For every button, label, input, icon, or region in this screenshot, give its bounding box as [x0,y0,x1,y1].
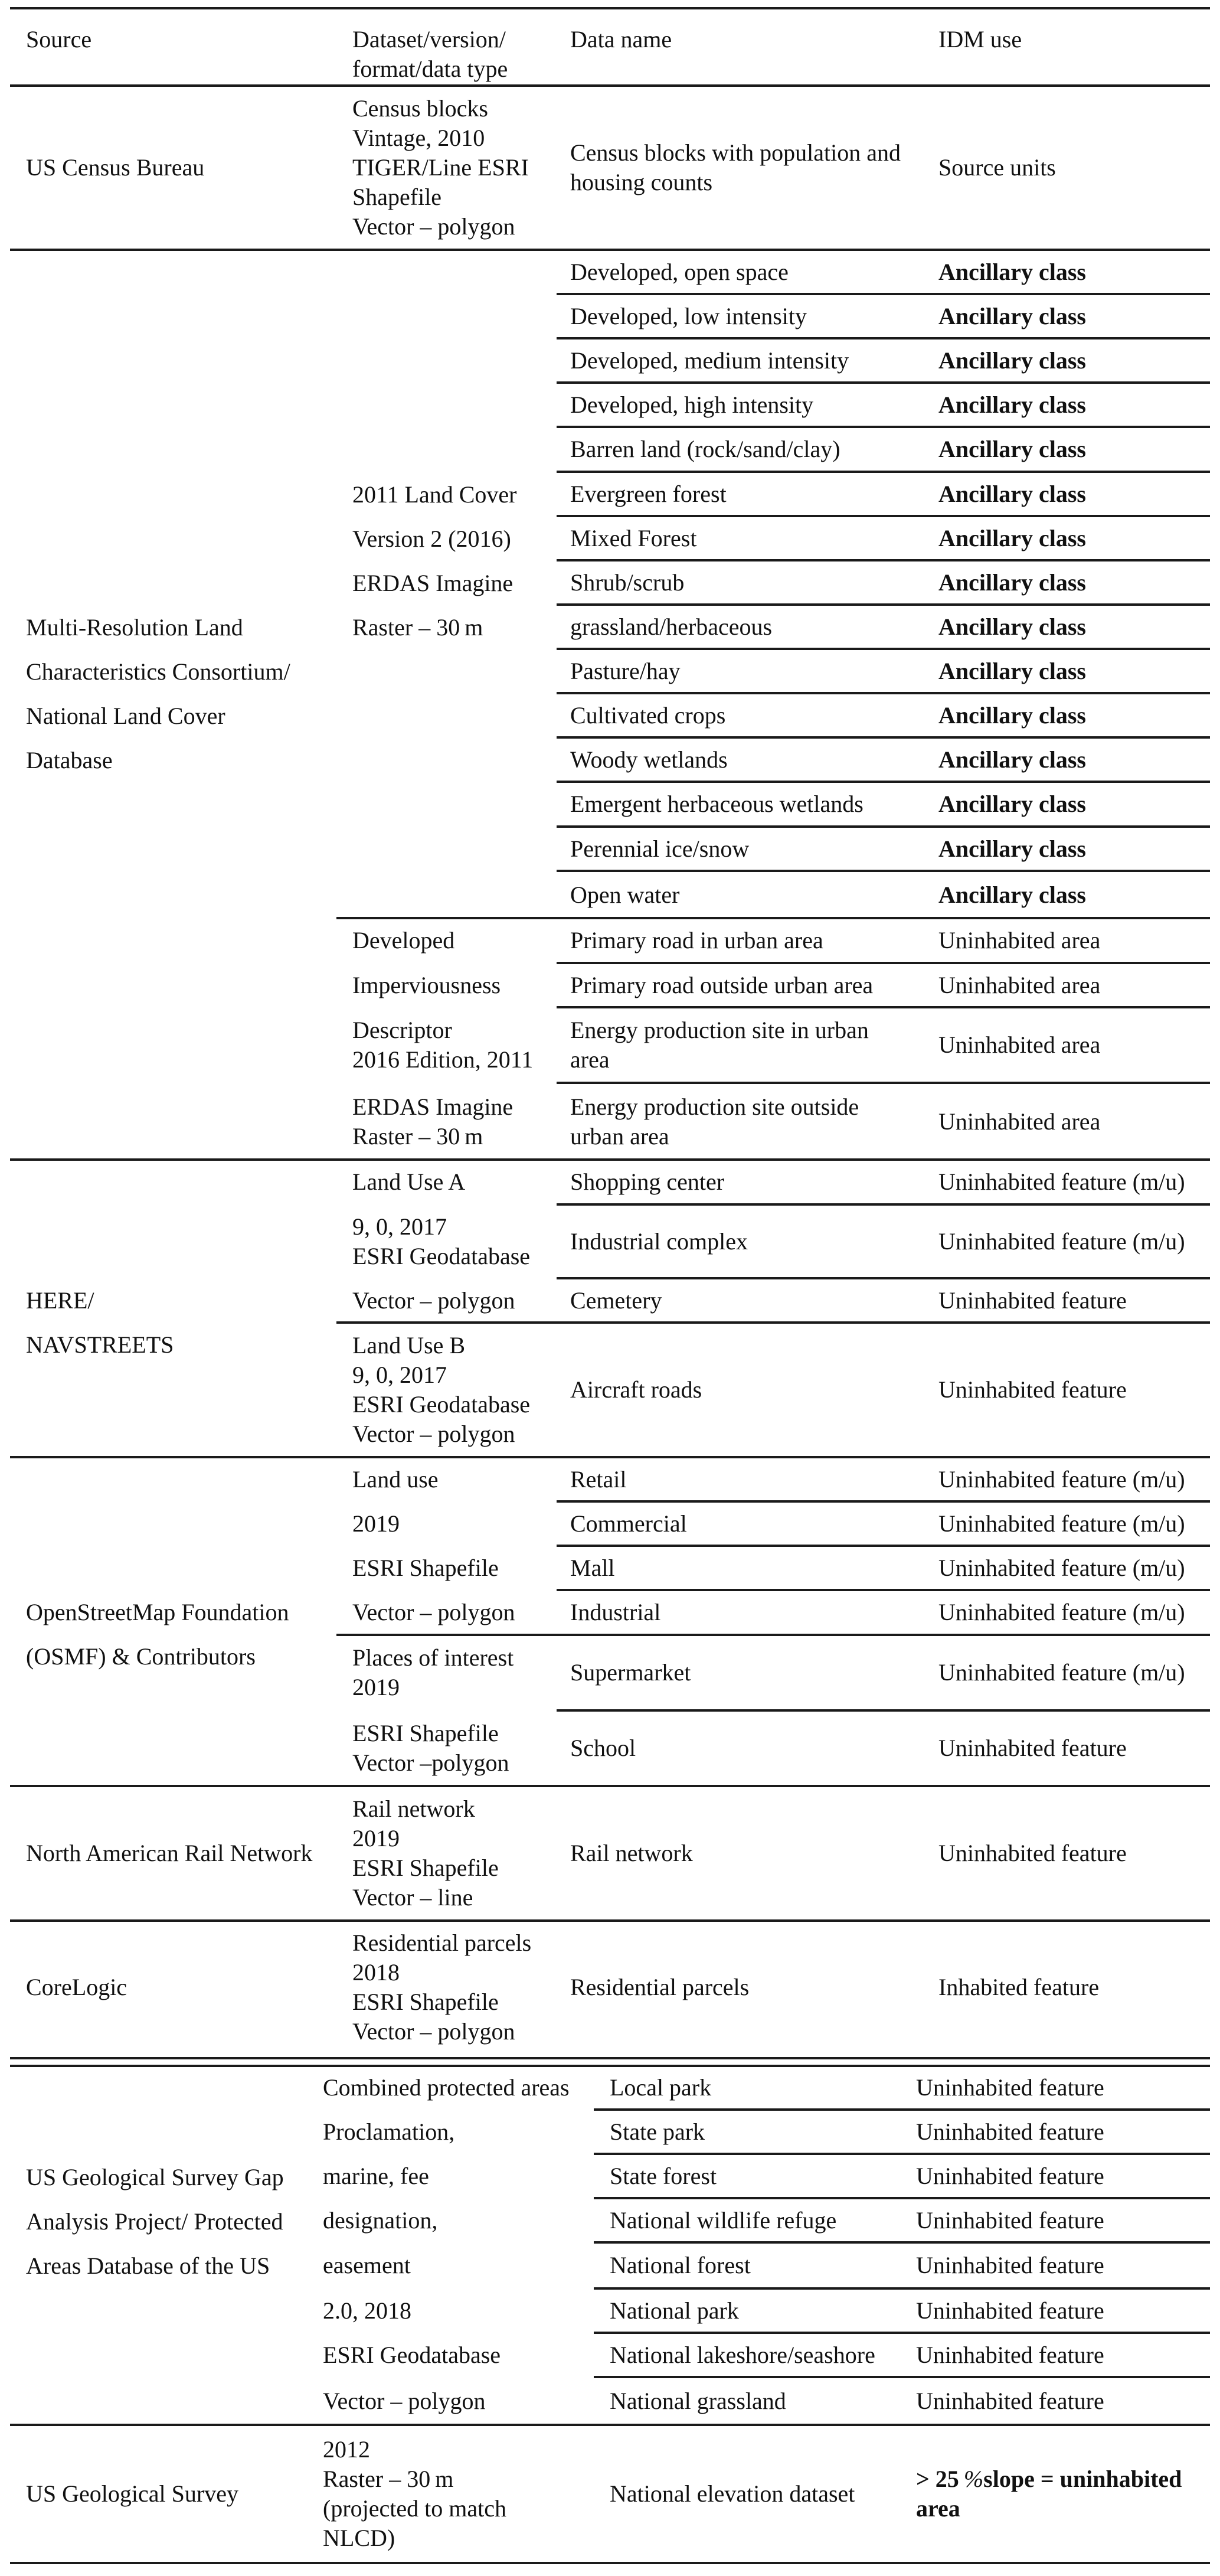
land-cover-idm-use: Ancillary class [938,835,1086,862]
padus-data-name: National forest [610,2252,751,2278]
header-idm-use: IDM use [938,26,1022,53]
census-idm-use: Source units [938,154,1056,181]
header-source: Source [26,26,92,53]
header-data-name: Data name [570,26,672,53]
osm-idm-use: Uninhabited feature (m/u) [938,1598,1185,1625]
land-cover-idm-use: Ancillary class [938,613,1086,640]
land-cover-idm-use: Ancillary class [938,701,1086,729]
land-cover-class-name: Open water [570,881,680,908]
land-cover-class-name: Barren land (rock/sand/clay) [570,435,840,462]
row-rule [557,1709,1210,1712]
corelogic-idm-use: Inhabited feature [938,1973,1100,2000]
padus-dataset-line: easement [323,2252,411,2278]
impervious-dataset-line: ERDAS Imagine Raster – 30 m [352,1093,513,1150]
here-data-name: Shopping center [570,1168,725,1195]
land-cover-class-name: Woody wetlands [570,746,728,773]
impervious-data-name: Energy production site in urban area [570,1017,869,1073]
here-dataset-b: Land Use B 9, 0, 2017 ESRI Geodatabase Vector – polygon [352,1332,531,1447]
impervious-dataset-line: Developed [352,926,455,954]
padus-dataset-line: Combined protected areas [323,2074,570,2101]
impervious-data-name: Primary road outside urban area [570,971,874,998]
usgs-data-name: National elevation dataset [610,2480,855,2507]
here-idm-use: Uninhabited feature (m/u) [938,1168,1185,1195]
rail-dataset: Rail network 2019 ESRI Shapefile Vector – line [352,1795,499,1911]
land-cover-idm-use: Ancillary class [938,881,1086,908]
rail-data-name: Rail network [570,1840,693,1866]
impervious-idm-use: Uninhabited area [938,1108,1101,1135]
land-cover-class-name: Perennial ice/snow [570,835,750,862]
here-data-name: Industrial complex [570,1227,748,1255]
osm-poi-dataset-line: Places of interest 2019 [352,1644,514,1700]
usgs-source: US Geological Survey [26,2480,238,2507]
osm-poi-idm-use: Uninhabited feature (m/u) [938,1659,1185,1686]
nlcd-source: Multi-Resolution Land Characteristics Consortium/ National Land Cover Database [26,613,290,773]
land-cover-class-name: Cultivated crops [570,701,726,729]
impervious-idm-use: Uninhabited area [938,926,1101,954]
land-cover-dataset: 2011 Land Cover Version 2 (2016) ERDAS Imagine Raster – 30 m [352,481,517,641]
here-dataset-a-line: Vector – polygon [352,1287,515,1314]
impervious-data-name: Primary road in urban area [570,926,823,954]
land-cover-class-name: Developed, high intensity [570,391,814,418]
land-cover-idm-use: Ancillary class [938,391,1086,418]
osm-poi-dataset-line: ESRI Shapefile Vector –polygon [352,1720,509,1776]
padus-dataset-line: marine, fee [323,2162,429,2189]
osm-data-name: Industrial [570,1598,661,1625]
padus-idm-use: Uninhabited feature [916,2387,1104,2414]
land-cover-idm-use: Ancillary class [938,302,1086,329]
here-dataset-a-line: Land Use A [352,1168,466,1195]
corelogic-data-name: Residential parcels [570,1973,750,2000]
land-cover-idm-use: Ancillary class [938,258,1086,285]
osm-data-name: Retail [570,1465,627,1493]
census-dataset: Census blocks Vintage, 2010 TIGER/Line ESRI Shapefile Vector – polygon [352,95,529,240]
padus-idm-use: Uninhabited feature [916,2162,1104,2189]
padus-idm-use: Uninhabited feature [916,2297,1104,2324]
here-idm-use: Uninhabited feature (m/u) [938,1227,1185,1255]
padus-data-name: National wildlife refuge [610,2206,837,2234]
padus-data-name: National lakeshore/seashore [610,2341,875,2368]
land-cover-class-name: Developed, open space [570,258,789,285]
osm-dataset-line: 2019 [352,1510,400,1537]
here-dataset-a-line: 9, 0, 2017 ESRI Geodatabase [352,1213,531,1269]
osm-idm-use: Uninhabited feature (m/u) [938,1554,1185,1581]
land-cover-idm-use: Ancillary class [938,790,1086,817]
impervious-dataset-line: Imperviousness [352,971,501,998]
osm-data-name: Mall [570,1554,615,1581]
padus-dataset-line: Vector – polygon [323,2387,486,2414]
padus-dataset-line: designation, [323,2206,438,2234]
padus-dataset-line: Proclamation, [323,2118,455,2145]
bottom-rule [10,2562,1210,2564]
land-cover-class-name: grassland/herbaceous [570,613,773,640]
osm-poi-data-name: School [570,1735,636,1761]
osm-poi-idm-use: Uninhabited feature [938,1735,1127,1761]
osm-source: OpenStreetMap Foundation (OSMF) & Contributors [26,1599,289,1670]
osm-data-name: Commercial [570,1510,687,1537]
padus-idm-use: Uninhabited feature [916,2341,1104,2368]
rail-source: North American Rail Network [26,1840,313,1866]
padus-dataset-line: 2.0, 2018 [323,2297,411,2324]
osm-dataset-line: Land use [352,1465,439,1493]
impervious-idm-use: Uninhabited area [938,1031,1101,1058]
padus-data-name: National grassland [610,2387,786,2414]
impervious-data-name: Energy production site outside urban area [570,1093,859,1150]
land-cover-idm-use: Ancillary class [938,524,1086,551]
land-cover-idm-use: Ancillary class [938,569,1086,596]
corelogic-source: CoreLogic [26,1973,127,2000]
osm-idm-use: Uninhabited feature (m/u) [938,1510,1185,1537]
land-cover-class-name: Shrub/scrub [570,569,685,596]
here-source: HERE/ NAVSTREETS [26,1287,174,1358]
here-idm-use: Uninhabited feature [938,1376,1127,1403]
land-cover-class-name: Developed, medium intensity [570,347,849,374]
land-cover-class-name: Mixed Forest [570,524,697,551]
land-cover-idm-use: Ancillary class [938,435,1086,462]
padus-idm-use: Uninhabited feature [916,2252,1104,2278]
padus-source: US Geological Survey Gap Analysis Project/ Protected Areas Database of the US [26,2163,284,2279]
padus-data-name: State forest [610,2162,717,2189]
land-cover-class-name: Pasture/hay [570,657,681,684]
osm-poi-data-name: Supermarket [570,1659,691,1686]
here-data-name: Aircraft roads [570,1376,702,1403]
padus-data-name: Local park [610,2074,712,2101]
padus-dataset-line: ESRI Geodatabase [323,2341,501,2368]
land-cover-class-name: Emergent herbaceous wetlands [570,790,864,817]
padus-idm-use: Uninhabited feature [916,2118,1104,2145]
impervious-idm-use: Uninhabited area [938,971,1101,998]
rail-idm-use: Uninhabited feature [938,1840,1127,1866]
land-cover-class-name: Evergreen forest [570,480,727,507]
padus-data-name: State park [610,2118,705,2145]
padus-idm-use: Uninhabited feature [916,2206,1104,2234]
osm-dataset-line: ESRI Shapefile [352,1554,499,1581]
usgs-dataset: 2012 Raster – 30 m (projected to match NLCD) [323,2436,506,2551]
usgs-idm-use: > 25 %slope = uninhabited area [916,2466,1182,2522]
header-dataset: Dataset/version/ format/data type [352,26,508,82]
census-data-name: Census blocks with population and housing counts [570,139,901,195]
land-cover-idm-use: Ancillary class [938,480,1086,507]
osm-dataset-line: Vector – polygon [352,1598,515,1625]
land-cover-idm-use: Ancillary class [938,746,1086,773]
here-data-name: Cemetery [570,1287,662,1314]
land-cover-idm-use: Ancillary class [938,657,1086,684]
osm-idm-use: Uninhabited feature (m/u) [938,1465,1185,1493]
census-source: US Census Bureau [26,154,205,181]
land-cover-class-name: Developed, low intensity [570,302,807,329]
padus-data-name: National park [610,2297,739,2324]
padus-idm-use: Uninhabited feature [916,2074,1104,2101]
corelogic-dataset: Residential parcels 2018 ESRI Shapefile Vector – polygon [352,1929,532,2045]
here-idm-use: Uninhabited feature [938,1287,1127,1314]
impervious-dataset-line: Descriptor 2016 Edition, 2011 [352,1017,534,1073]
double-rule-top [10,2057,1210,2059]
land-cover-idm-use: Ancillary class [938,347,1086,374]
